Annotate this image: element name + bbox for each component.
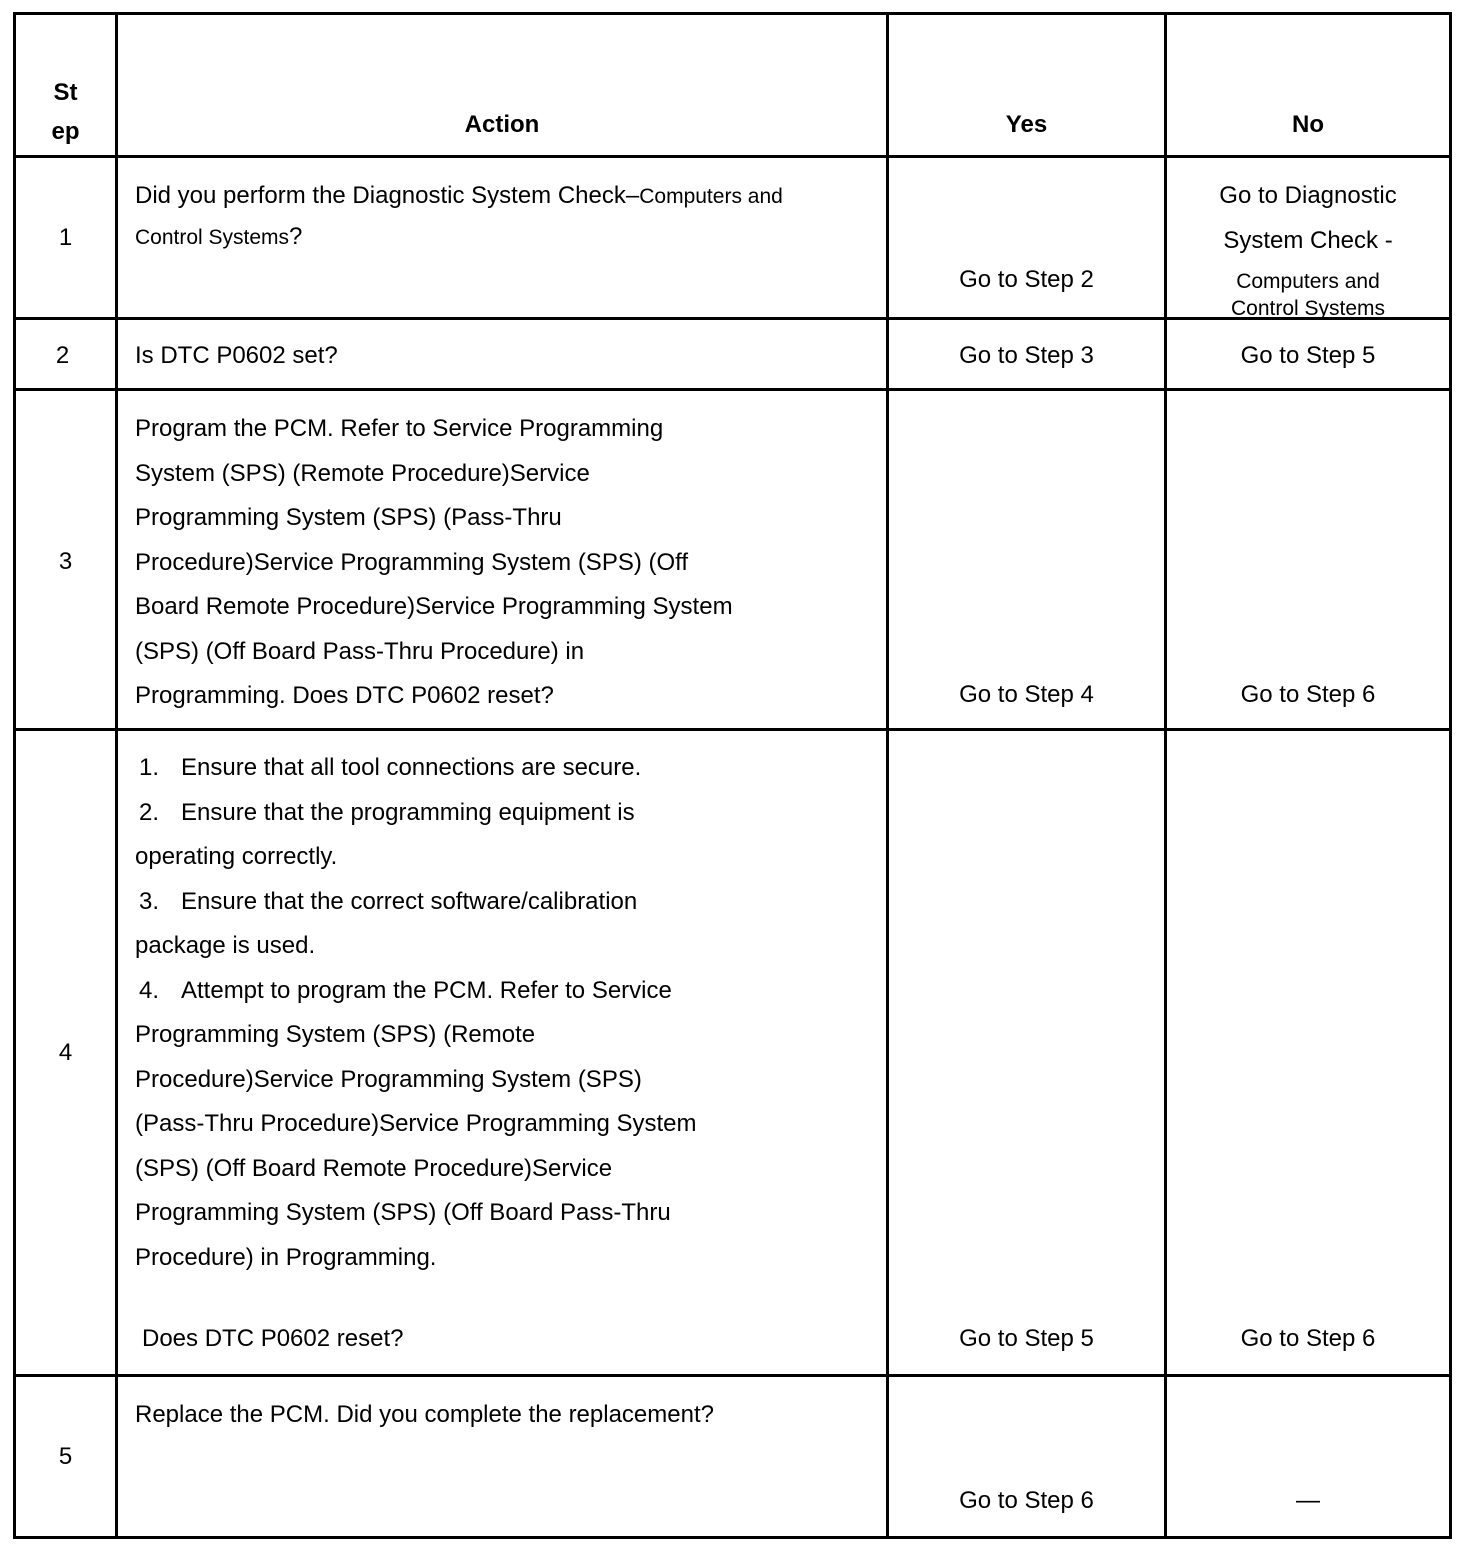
action-text: Is DTC P0602 set?: [135, 342, 338, 369]
action-line: (SPS) (Off Board Pass-Thru Procedure) in: [135, 637, 585, 665]
header-yes-label: Yes: [1005, 111, 1048, 138]
yes-link[interactable]: Go to Step 6: [959, 1487, 1094, 1514]
list-item-continuation: operating correctly.: [135, 843, 338, 870]
yes-cell: [888, 319, 1166, 390]
no-cell: [1166, 390, 1451, 730]
action-link-part2: Control Systems: [135, 226, 290, 249]
step-number: 5: [58, 1443, 73, 1470]
action-cell: [117, 319, 888, 390]
no-dash: —: [1296, 1487, 1320, 1514]
header-no-label: No: [1292, 111, 1324, 138]
no-link[interactable]: [1167, 178, 1449, 322]
list-item: 2. Ensure that the programming equipment is: [139, 798, 635, 826]
yes-link[interactable]: Go to Step 5: [959, 1325, 1094, 1352]
list-item: 4. Attempt to program the PCM. Refer to Service: [139, 976, 672, 1004]
header-action: [117, 14, 888, 157]
list-item-continuation: package is used.: [135, 932, 316, 959]
no-cell: [1166, 1376, 1451, 1538]
no-cell: [1166, 157, 1451, 319]
action-cell: [117, 730, 888, 1376]
no-cell: [1166, 730, 1451, 1376]
header-action-label: Action: [464, 111, 540, 138]
yes-cell: [888, 730, 1166, 1376]
no-link[interactable]: Go to Step 6: [1240, 1325, 1376, 1352]
yes-cell: [888, 157, 1166, 319]
yes-cell: [888, 390, 1166, 730]
table-row: [15, 730, 1451, 1376]
header-yes: [888, 14, 1166, 157]
yes-link[interactable]: Go to Step 4: [959, 681, 1094, 708]
action-line: Procedure)Service Programming System (SPS) (Off: [135, 548, 689, 576]
no-cell: [1166, 319, 1451, 390]
step-cell: [15, 1376, 117, 1538]
table-row: [15, 319, 1451, 390]
yes-cell: [888, 1376, 1166, 1538]
no-link[interactable]: Go to Step 5: [1240, 342, 1376, 369]
step-number: 4: [58, 1039, 73, 1066]
no-link[interactable]: Go to Step 6: [1240, 681, 1376, 708]
action-line: System (SPS) (Remote Procedure)Service: [135, 459, 590, 487]
action-text: Did you perform the Diagnostic System Check: [135, 182, 626, 209]
step-cell: [15, 390, 117, 730]
step-number: 3: [58, 548, 73, 575]
header-step: [15, 14, 117, 157]
step-cell: [15, 157, 117, 319]
action-line: Board Remote Procedure)Service Programming System: [135, 593, 733, 620]
no-link-line1: Go to Diagnostic: [1219, 182, 1397, 209]
list-item-continuation: Programming System (SPS) (Off Board Pass-Thru: [135, 1199, 671, 1226]
action-line: Programming System (SPS) (Pass-Thru: [135, 504, 562, 531]
yes-link[interactable]: Go to Step 3: [959, 342, 1094, 369]
table-row: [15, 157, 1451, 319]
table-header-row: [15, 14, 1451, 157]
diagnostic-table: [13, 12, 1452, 1539]
list-item-continuation: (Pass-Thru Procedure)Service Programming System: [135, 1110, 697, 1137]
list-item-continuation: (SPS) (Off Board Remote Procedure)Service: [135, 1154, 613, 1182]
step-cell: [15, 319, 117, 390]
list-item: 1. Ensure that all tool connections are secure.: [139, 754, 642, 781]
header-step-line2: ep: [51, 118, 80, 145]
yes-link[interactable]: Go to Step 2: [959, 266, 1094, 293]
step-question: Does DTC P0602 reset?: [142, 1325, 404, 1352]
table-row: [15, 390, 1451, 730]
action-cell: [117, 1376, 888, 1538]
header-no: [1166, 14, 1451, 157]
list-item-continuation: Procedure) in Programming.: [135, 1243, 437, 1271]
action-link-part1: Computers and: [639, 185, 783, 208]
table-row: [15, 1376, 1451, 1538]
action-question-mark: ?: [289, 223, 303, 250]
step-number: 2: [55, 342, 70, 369]
action-question: Did you complete the replacement?: [336, 1401, 714, 1428]
action-line: Programming. Does DTC P0602 reset?: [135, 682, 554, 709]
step-number: 1: [58, 224, 73, 251]
list-item-continuation: Procedure)Service Programming System (SPS): [135, 1065, 642, 1093]
header-step-line1: St: [53, 79, 78, 106]
list-item-continuation: Programming System (SPS) (Remote: [135, 1021, 536, 1048]
no-link-line4: Control Systems: [1230, 297, 1386, 320]
no-link-line3: Computers and: [1236, 270, 1380, 293]
action-dash: –: [625, 182, 640, 209]
action-line: Program the PCM. Refer to Service Programming: [135, 415, 664, 442]
step-cell: [15, 730, 117, 1376]
action-text: Replace the PCM.: [135, 1401, 330, 1428]
action-cell: [117, 157, 888, 319]
list-item: 3. Ensure that the correct software/calibration: [139, 887, 638, 915]
no-link-line2: System Check -: [1223, 227, 1393, 254]
action-cell: [117, 390, 888, 730]
